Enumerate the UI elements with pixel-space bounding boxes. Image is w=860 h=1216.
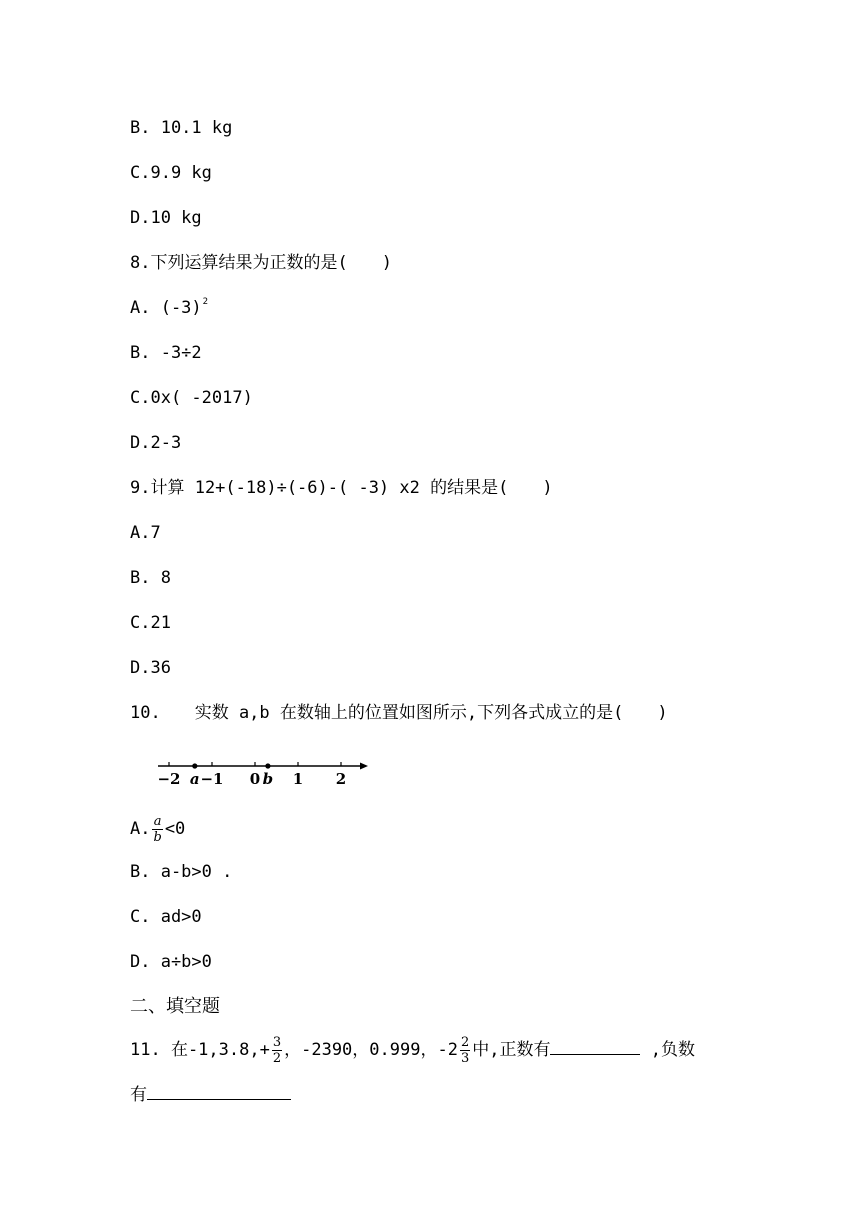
fraction-three-halves <box>272 1035 282 1066</box>
option-7c: C.9.9 kg <box>130 163 212 183</box>
option-8c: C.0x( -2017) <box>130 388 253 408</box>
option-8a <box>130 296 208 323</box>
option-9d: D.36 <box>130 658 171 678</box>
option-10b: B. a-b>0 . <box>130 862 233 882</box>
option-8b: B. -3÷2 <box>130 343 202 363</box>
option-8a-text: A. (-3) <box>130 298 202 318</box>
number-line-point-label: a <box>189 770 200 788</box>
option-8a-exponent: 2 <box>202 297 209 307</box>
number-line-point <box>192 763 197 768</box>
number-line-tick-label: 1 <box>292 770 304 788</box>
number-line-point-label: b <box>262 770 274 788</box>
question-11-text: 有 <box>130 1085 147 1105</box>
option-10d: D. a÷b>0 <box>130 952 212 972</box>
option-10a <box>130 812 185 846</box>
number-line-tick-label: 2 <box>335 770 347 788</box>
answer-blank-negative[interactable] <box>147 1083 291 1100</box>
option-9c: C.21 <box>130 613 171 633</box>
option-10a-label: A. <box>130 819 151 839</box>
question-11-text: 11. 在-1,3.8,+ <box>130 1040 270 1060</box>
number-line-point <box>265 763 270 768</box>
option-8d: D.2-3 <box>130 433 182 453</box>
option-9b: B. 8 <box>130 568 171 588</box>
number-line-tick-label: 0 <box>249 770 261 788</box>
question-11-line2 <box>130 1083 291 1107</box>
number-line-tick-label: −1 <box>200 770 224 788</box>
option-9a: A.7 <box>130 523 161 543</box>
option-7d: D.10 kg <box>130 208 202 228</box>
option-10a-fraction <box>152 814 162 845</box>
number-line-tick-label: −2 <box>157 770 181 788</box>
fraction-denominator: 2 <box>272 1050 282 1066</box>
number-line-arrow <box>360 763 368 770</box>
option-10c: C. ad>0 <box>130 907 202 927</box>
question-11-text: ,负数 <box>640 1040 695 1060</box>
question-10: 10. 实数 a,b 在数轴上的位置如图所示,下列各式成立的是( ) <box>130 703 668 723</box>
question-8: 8.下列运算结果为正数的是( ) <box>130 253 392 273</box>
section-heading-fill-blank: 二、填空题 <box>130 996 220 1017</box>
fraction-denominator: 3 <box>460 1050 470 1066</box>
option-10a-text: <0 <box>164 819 186 839</box>
question-9: 9.计算 12+(-18)÷(-6)-( -3) x2 的结果是( ) <box>130 478 553 498</box>
question-11-text: ，-2390，0.999，-2 <box>284 1040 458 1060</box>
number-line-figure <box>150 758 380 790</box>
question-11 <box>130 1032 695 1068</box>
question-11-text: 中,正数有 <box>472 1040 551 1060</box>
option-7b: B. 10.1 kg <box>130 118 233 138</box>
answer-blank-positive[interactable] <box>550 1038 640 1055</box>
fraction-numerator: 3 <box>272 1034 282 1050</box>
fraction-numerator: a <box>153 813 162 829</box>
fraction-numerator: 2 <box>460 1034 470 1050</box>
fraction-denominator: b <box>153 829 162 845</box>
fraction-two-thirds <box>460 1035 470 1066</box>
